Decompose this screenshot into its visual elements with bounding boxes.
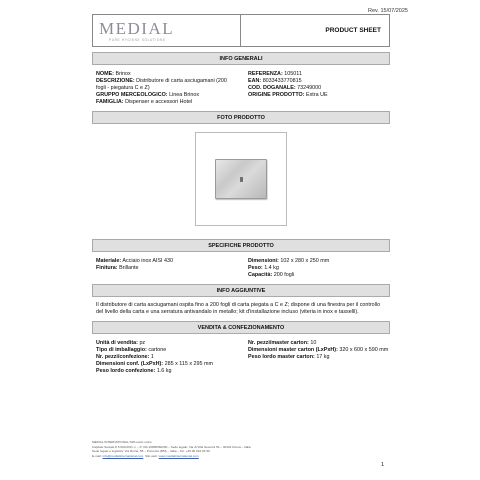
logo-tagline: PURE HYGIENE SOLUTIONS [109,37,166,42]
sheet-title: PRODUCT SHEET [325,27,381,34]
field-peso-master-carton: Peso lordo master carton: 17 kg [248,354,330,360]
section-foto-prodotto: FOTO PRODOTTO [92,111,390,124]
field-dimensioni-master-carton: Dimensioni master carton (LxPxH): 320 x 600 x 590 mm [248,347,389,353]
footer-company-name: MEDIAL INTERNATIONAL SPA socio unico [92,440,152,444]
footer-website-link[interactable]: www.medialinternational.com [158,453,199,458]
paper-towel-dispenser-icon [215,159,267,199]
specifiche-content [92,252,390,279]
info-aggiuntive-text: Il distributore di carta asciugamani ospita fino a 200 fogli di carta piegata a C e Z; dispone di una finestra per il controllo del livello della carta e una serratura antivandalo in metallo; kit d'installazione incluso (viteria in inox e tasselli). [96,302,381,315]
field-pezzi-confezione: Nr. pezzi/confezione: 1 [96,354,154,360]
field-dimensioni: Dimensioni: 102 x 280 x 250 mm [248,258,330,264]
field-descrizione: DESCRIZIONE: Distributore di carta asciugamani (200 fogli - piegatura C e Z) [96,78,227,91]
field-dimensioni-confezione: Dimensioni conf. (LxPxH): 285 x 115 x 295 mm [96,361,214,367]
product-photo [195,132,287,226]
footer-legal-info: Capitale Sociale € 5.000.000 i.v. – P. IVA 10958360150 – Sede legale: Via di Villa Severini 54 – 00191 Roma – Italia [92,444,251,449]
field-tipo-imballaggio: Tipo di imballaggio: cartone [96,347,167,353]
product-sheet [92,14,390,375]
field-unita-vendita: Unità di vendita: pz [96,340,146,346]
field-capacita: Capacità: 200 fogli [248,272,295,278]
field-materiale: Materiale: Acciaio inox AISI 430 [96,258,174,264]
sheet-header [92,14,390,47]
field-peso: Peso: 1.4 kg [248,265,279,271]
field-peso-confezione: Peso lordo confezione: 1.6 kg [96,368,172,374]
footer-address: Sede legale e logistica: Via Roma, 58 – Pomezia (RM) – Italia – Tel. +39 06 916 04 50 [92,449,210,454]
field-nome: NOME: Brinox [96,71,131,77]
field-pezzi-master-carton: Nr. pezzi/master carton: 10 [248,340,317,346]
logo-text: MEDIAL [99,18,175,38]
field-origine-prodotto: ORIGINE PRODOTTO: Extra UE [248,92,328,98]
footer-contacts: E-mail: info@medialinternational.com Sito web: www.medialinternational.com [92,453,199,458]
info-generali-content [92,65,390,106]
field-cod-doganale: COD. DOGANALE: 73249000 [248,85,322,91]
vendita-content [92,334,390,375]
dispenser-lock [240,177,243,182]
section-specifiche-prodotto: SPECIFICHE PRODOTTO [92,239,390,252]
section-vendita-confezionamento: VENDITA & CONFEZIONAMENTO [92,321,390,334]
field-referenza: REFERENZA: 105011 [248,71,302,77]
section-info-generali: INFO GENERALI [92,52,390,65]
revision-date: Rev. 15/07/2025 [368,8,408,14]
company-logo [93,15,241,46]
company-footer [92,440,390,458]
field-finitura: Finitura: Brillante [96,265,139,271]
page-number: 1 [380,462,384,468]
field-ean: EAN: 8033433770815 [248,78,302,84]
field-gruppo-merceologico: GRUPPO MERCEOLOGICO: Linea Brinox [96,92,200,98]
field-famiglia: FAMIGLIA: Dispenser e accessori Hotel [96,99,193,105]
section-info-aggiuntive: INFO AGGIUNTIVE [92,284,390,297]
footer-email-link[interactable]: info@medialinternational.com [102,453,144,458]
product-photo-area [92,124,390,234]
